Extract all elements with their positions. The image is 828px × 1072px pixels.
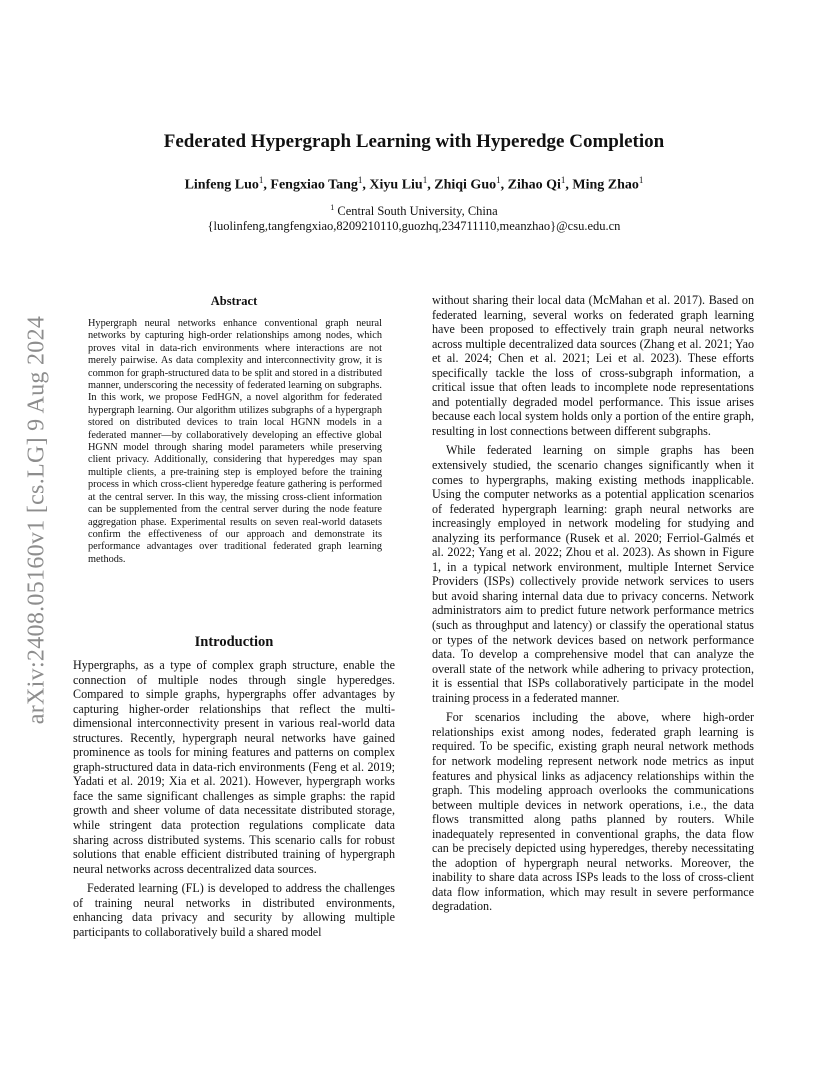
abstract-heading: Abstract [210, 294, 258, 308]
author-name: Ming Zhao [572, 177, 639, 193]
affiliation-mark: 1 [330, 203, 335, 212]
author-name: Xiyu Liu [369, 177, 423, 193]
right-column-text [432, 293, 754, 914]
affiliation-text: Central South University, China [334, 204, 498, 219]
body-paragraph: For scenarios including the above, where high-order relationships exist among nodes, federated graph learning is required. To be specific, existing graph neural network methods for network modeling represent network node metrics as input features and physical links as adjacency relationships within the graph. This modeling approach overlooks the communications between multiple devices in network operations, i.e., the data flows transmitted along paths planned by routers. While inadequately represented in conventional graphs, the data flow can be precisely depicted using hyperedges, thereby necessitating the adoption of hypergraph neural networks. Moreover, the inability to share data across ISPs leads to the loss of cross-client data flow information, which may result in severe performance degradation. [432, 710, 754, 914]
author-name: Zihao Qi [507, 177, 561, 193]
author-name: Linfeng Luo [184, 177, 259, 193]
body-paragraph: Hypergraphs, as a type of complex graph structure, enable the connection of multiple nodes through single hyperedges. Compared to simple graphs, hypergraphs offer advantages by capturing higher-order relationships that reflect the multi-dimensional interconnectivity present in various real-world data structures. Recently, hypergraph neural networks have gained prominence as tools for mining features and patterns on complex graph-structured data in data-rich environments (Feng et al. 2019; Yadati et al. 2019; Xia et al. 2021). However, hypergraph works face the same significant challenges as simple graphs: the rapid growth and sheer volume of data necessitate distributed storage, while stringent data protection regulations complicate data sharing across distributed systems. This scenario calls for robust solutions that enable efficient distributed training of hypergraph neural networks across decentralized data sources. [73, 658, 395, 876]
author-affiliation-mark: 1 [357, 175, 363, 185]
author-affiliation-mark: 1 [422, 175, 428, 185]
body-paragraph: without sharing their local data (McMahan et al. 2017). Based on federated learning, several works on federated graph learning have been proposed to effectively train graph neural networks across multiple decentralized data sources (Zhang et al. 2021; Yao et al. 2024; Chen et al. 2021; Lei et al. 2023). These efforts specifically tackle the loss of cross-subgraph information, a critical issue that often leads to incomplete node representations and potentially degraded model performance. This issue arises because each local system holds only a portion of the entire graph, resulting in lost connections between different subgraphs. [432, 293, 754, 438]
author-emails: {luolinfeng,tangfengxiao,8209210110,guozhq,234711110,meanzhao}@csu.edu.cn [207, 219, 621, 233]
author-affiliation-mark: 1 [258, 175, 264, 185]
body-paragraph: While federated learning on simple graphs has been extensively studied, the scenario changes significantly when it comes to hypergraphs, making existing methods inapplicable. Using the computer networks as a potential application scenarios of federated hypergraph learning: graph neural networks are increasingly employed in network modeling for studying and analyzing its performance (Rusek et al. 2020; Ferriol-Galmés et al. 2022; Yang et al. 2022; Zhou et al. 2023). As shown in Figure 1, in a typical network environment, multiple Internet Service Providers (ISPs) collectively provide network services to users but avoid sharing internal data due to privacy concerns. Network administrators aim to predict future network performance metrics (such as throughput and latency) or classify the operational status or types of the network devices based on network performance data. To develop a comprehensive model that can analyze the overall state of the network while adhering to privacy protection, it is essential that ISPs collaboratively participate in the model training process in a federated manner. [432, 443, 754, 705]
paper-title: Federated Hypergraph Learning with Hyperedge Completion [163, 131, 665, 152]
author-name: Zhiqi Guo [434, 177, 497, 193]
arxiv-side-stamp [14, 290, 60, 750]
author-affiliation-mark: 1 [496, 175, 501, 185]
arxiv-identifier: arXiv:2408.05160v1 [cs.LG] 9 Aug 2024 [23, 315, 50, 725]
affiliation [0, 203, 828, 219]
abstract-body: Hypergraph neural networks enhance conventional graph neural networks by capturing high-order relationships among nodes, which proves vital in data-rich environments where interactions are not merely pairwise. As data complexity and interconnectivity grow, it is common for graph-structured data to be split and stored in a distributed manner, underscoring the necessity of federated learning on subgraphs. In this work, we propose FedHGN, a novel algorithm for federated hypergraph learning. Our algorithm utilizes subgraphs of a hypergraph stored on distributed devices to train local HGNN models in a federated manner—by collaboratively developing an effective global HGNN model through sharing model parameters while preserving client privacy. Additionally, considering that hyperedges may span multiple clients, a pre-training step is employed before the training process in which cross-client hyperedge feature gathering is performed at the central server. In this way, the missing cross-client information can be supplemented from the central server during the node feature aggregation phase. Experimental results on seven real-world datasets confirm the effectiveness of our approach and demonstrate its performance advantages over traditional federated graph learning methods. [88, 318, 382, 565]
body-paragraph: Federated learning (FL) is developed to address the challenges of training neural networks in distributed environments, enhancing data privacy and security by allowing multiple participants to collaboratively build a shared model [73, 881, 395, 939]
introduction-heading: Introduction [194, 634, 274, 650]
author-list: Linfeng Luo$^1$, Fengxiao Tang$^1$, Xiyu Liu$^1$, Zhiqi Guo$^1$, Zihao Qi$^1$, Ming Zhao$^1$ [184, 175, 644, 193]
left-column-text [73, 658, 395, 939]
author-affiliation-mark: 1 [560, 175, 566, 185]
author-name: Fengxiao Tang [270, 177, 358, 193]
author-affiliation-mark: 1 [638, 175, 644, 185]
